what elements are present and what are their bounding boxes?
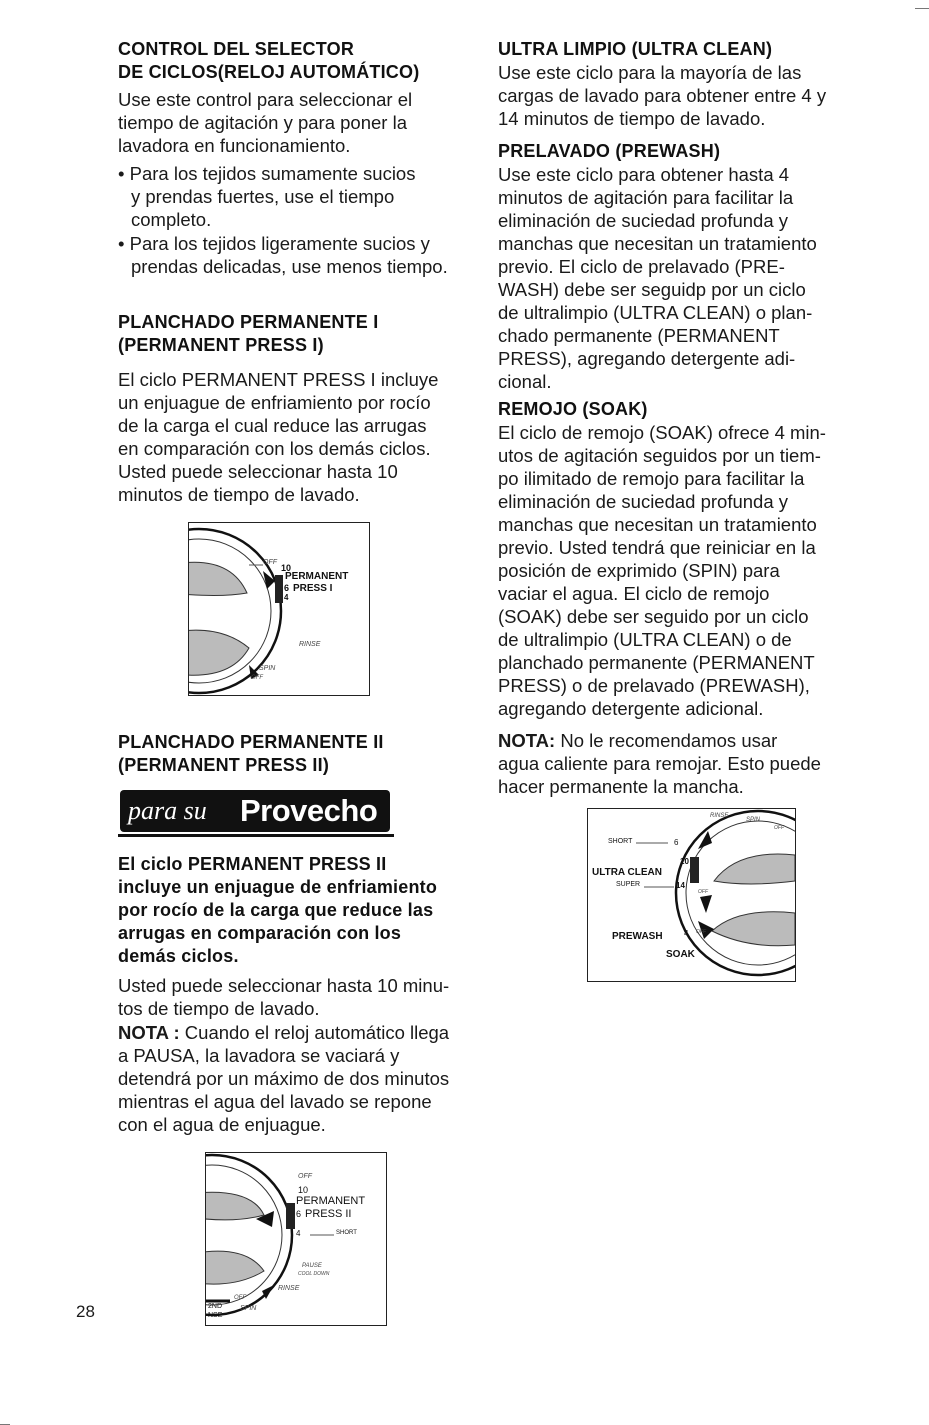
text-line: a PAUSA, la lavadora se vaciará y	[118, 1045, 400, 1066]
selector-bullet-2	[118, 232, 448, 278]
section-title-selector	[118, 38, 419, 84]
para-su-provecho-badge	[120, 790, 390, 832]
dial-label: SHORT	[608, 838, 633, 845]
ultra-clean-body	[498, 61, 826, 130]
dial-label: PRESS II	[305, 1208, 352, 1220]
text-line: vaciar el agua. El ciclo de remojo	[498, 583, 770, 604]
text-line: previo. Usted tendrá que reiniciar en la	[498, 537, 816, 558]
title-line: (PERMANENT PRESS II)	[118, 755, 330, 775]
text-line: El ciclo de remojo (SOAK) ofrece 4 min-	[498, 422, 826, 443]
badge-underline	[118, 834, 394, 837]
selector-bullet-1	[118, 162, 415, 231]
dial-label: 10	[680, 857, 689, 866]
dial-label: OFF	[298, 1173, 312, 1180]
badge-bold: Provecho	[240, 793, 378, 828]
dial-label: OFF	[696, 929, 706, 935]
dial-label: 10	[281, 563, 292, 573]
section-title-pp2	[118, 731, 384, 777]
page-number: 28	[76, 1302, 95, 1321]
dial-2-drawing	[206, 1153, 386, 1325]
title-line: PLANCHADO PERMANENTE I	[118, 312, 379, 332]
dial-label: RINSE	[299, 641, 321, 648]
text-line: por rocío de la carga que reduce las	[118, 900, 434, 920]
text-line: lavadora en funcionamiento.	[118, 135, 351, 156]
text-line: demás ciclos.	[118, 946, 239, 966]
text-line: Use este control para seleccionar el	[118, 89, 413, 110]
dial-label: OFF	[251, 675, 263, 681]
dial-label: 4	[284, 593, 289, 602]
nota-label: NOTA :	[118, 1022, 180, 1043]
text-line: minutos de agitación para facilitar la	[498, 187, 794, 208]
text-line: chado permanente (PERMANENT	[498, 325, 780, 346]
text-line: tos de tiempo de lavado.	[118, 998, 320, 1019]
soak-body	[498, 421, 826, 720]
text-line: Usted puede seleccionar hasta 10	[118, 461, 398, 482]
text-line: manchas que necesitan un tratamiento	[498, 514, 817, 535]
dial-label: OFF	[698, 889, 708, 895]
text-line: posición de exprimido (SPIN) para	[498, 560, 780, 581]
text-line: planchado permanente (PERMANENT	[498, 652, 815, 673]
title-line: DE CICLOS(RELOJ AUTOMÁTICO)	[118, 62, 420, 82]
dial-label: RINSE	[710, 813, 729, 819]
text-line: 14 minutos de tiempo de lavado.	[498, 108, 766, 129]
dial-label: OFF	[774, 825, 784, 831]
dial-label: PAUSE	[302, 1263, 322, 1269]
text-line: mientras el agua del lavado se repone	[118, 1091, 432, 1112]
pp1-body	[118, 368, 438, 506]
prewash-body	[498, 163, 817, 393]
dial-label: OFF	[263, 559, 277, 566]
badge-italic: para su	[128, 796, 207, 825]
text-line: de la carga el cual reduce las arrugas	[118, 415, 427, 436]
dial-label: PERMANENT	[285, 571, 349, 582]
dial-label: 2ND	[208, 1303, 223, 1310]
dial-label: SUPER	[616, 881, 641, 888]
text-line: PRESS) o de prelavado (PREWASH),	[498, 675, 810, 696]
text-line: en comparación con los demás ciclos.	[118, 438, 431, 459]
text-line: utos de agitación seguidos por un tiem-	[498, 445, 821, 466]
text-line: un enjuague de enfriamiento por rocío	[118, 392, 431, 413]
pp2-body	[118, 974, 449, 1020]
text-line: prendas delicadas, use menos tiempo.	[131, 256, 448, 277]
text-line: incluye un enjuague de enfriamiento	[118, 877, 438, 897]
edge-mark	[915, 8, 929, 9]
section-title-soak: REMOJO (SOAK)	[498, 399, 648, 419]
text-line: Use este ciclo para la mayoría de las	[498, 62, 802, 83]
dial-label: 4	[296, 1229, 301, 1238]
text-line: eliminación de suciedad profunda y	[498, 491, 789, 512]
dial-label: PERMANENT	[296, 1195, 366, 1207]
dial-label: SPIN	[746, 817, 761, 823]
dial-1-drawing	[189, 523, 369, 695]
dial-label: 10	[298, 1185, 309, 1195]
dial-permanent-press-1	[188, 522, 370, 696]
dial-label: 6	[674, 838, 679, 847]
dial-label: RINSE	[278, 1285, 300, 1292]
dial-label: SPIN	[259, 665, 276, 672]
text-line: tiempo de agitación y para poner la	[118, 112, 407, 133]
text-line: y prendas fuertes, use el tiempo	[131, 186, 395, 207]
soak-nota	[498, 729, 821, 798]
text-line: con el agua de enjuague.	[118, 1114, 326, 1135]
text-line: cargas de lavado para obtener entre 4 y	[498, 85, 827, 106]
text-line: Usted puede seleccionar hasta 10 minu-	[118, 975, 450, 996]
pp2-bold-intro	[118, 853, 437, 968]
text-line: cional.	[498, 371, 552, 392]
dial-label: 6	[284, 583, 290, 593]
text-line: po ilimitado de remojo para facilitar la	[498, 468, 805, 489]
dial-label: PREWASH	[612, 931, 663, 942]
text-line: WASH) debe ser seguidp por un ciclo	[498, 279, 806, 300]
text-line: eliminación de suciedad profunda y	[498, 210, 789, 231]
dial-label: NSE	[208, 1312, 223, 1319]
dial-label: 14	[676, 881, 685, 890]
text-line: • Para los tejidos sumamente sucios	[118, 163, 416, 184]
dial-label: 6	[296, 1209, 302, 1219]
text-line: Use este ciclo para obtener hasta 4	[498, 164, 790, 185]
text-line: previo. El ciclo de prelavado (PRE-	[498, 256, 785, 277]
text-line: Cuando el reloj automático llega	[179, 1022, 450, 1043]
nota-label: NOTA:	[498, 730, 556, 751]
dial-label: COOL DOWN	[298, 1271, 330, 1277]
dial-permanent-press-2	[205, 1152, 387, 1326]
text-line: minutos de tiempo de lavado.	[118, 484, 360, 505]
selector-body	[118, 88, 412, 157]
text-line: hacer permanente la mancha.	[498, 776, 744, 797]
dial-label: ULTRA CLEAN	[592, 867, 662, 878]
title-line: PLANCHADO PERMANENTE II	[118, 732, 384, 752]
text-line: arrugas en comparación con los	[118, 923, 402, 943]
dial-label: 4	[684, 929, 689, 938]
pp2-nota	[118, 1021, 449, 1136]
text-line: PRESS), agregando detergente adi-	[498, 348, 796, 369]
dial-label: SPIN	[240, 1305, 257, 1312]
text-line: manchas que necesitan un tratamiento	[498, 233, 817, 254]
text-line: (SOAK) debe ser seguido por un ciclo	[498, 606, 809, 627]
section-title-ultra-clean: ULTRA LIMPIO (ULTRA CLEAN)	[498, 39, 773, 59]
section-title-prewash: PRELAVADO (PREWASH)	[498, 141, 721, 161]
text-line: • Para los tejidos ligeramente sucios y	[118, 233, 430, 254]
title-line: CONTROL DEL SELECTOR	[118, 39, 355, 59]
title-line: (PERMANENT PRESS I)	[118, 335, 324, 355]
text-line: de ultralimpio (ULTRA CLEAN) o plan-	[498, 302, 813, 323]
dial-label: SHORT	[336, 1230, 357, 1236]
text-line: El ciclo PERMANENT PRESS I incluye	[118, 369, 439, 390]
dial-label: PRESS I	[293, 583, 333, 594]
dial-label: SOAK	[666, 949, 695, 960]
text-line: agregando detergente adicional.	[498, 698, 764, 719]
text-line: agua caliente para remojar. Esto puede	[498, 753, 821, 774]
text-line: completo.	[131, 209, 212, 230]
section-title-pp1	[118, 311, 378, 357]
text-line: de ultralimpio (ULTRA CLEAN) o de	[498, 629, 792, 650]
dial-label: OFF	[234, 1295, 246, 1301]
dial-ultra-clean	[587, 808, 796, 982]
text-line: El ciclo PERMANENT PRESS II	[118, 854, 387, 874]
text-line: detendrá por un máximo de dos minutos	[118, 1068, 450, 1089]
text-line: No le recomendamos usar	[555, 730, 778, 751]
